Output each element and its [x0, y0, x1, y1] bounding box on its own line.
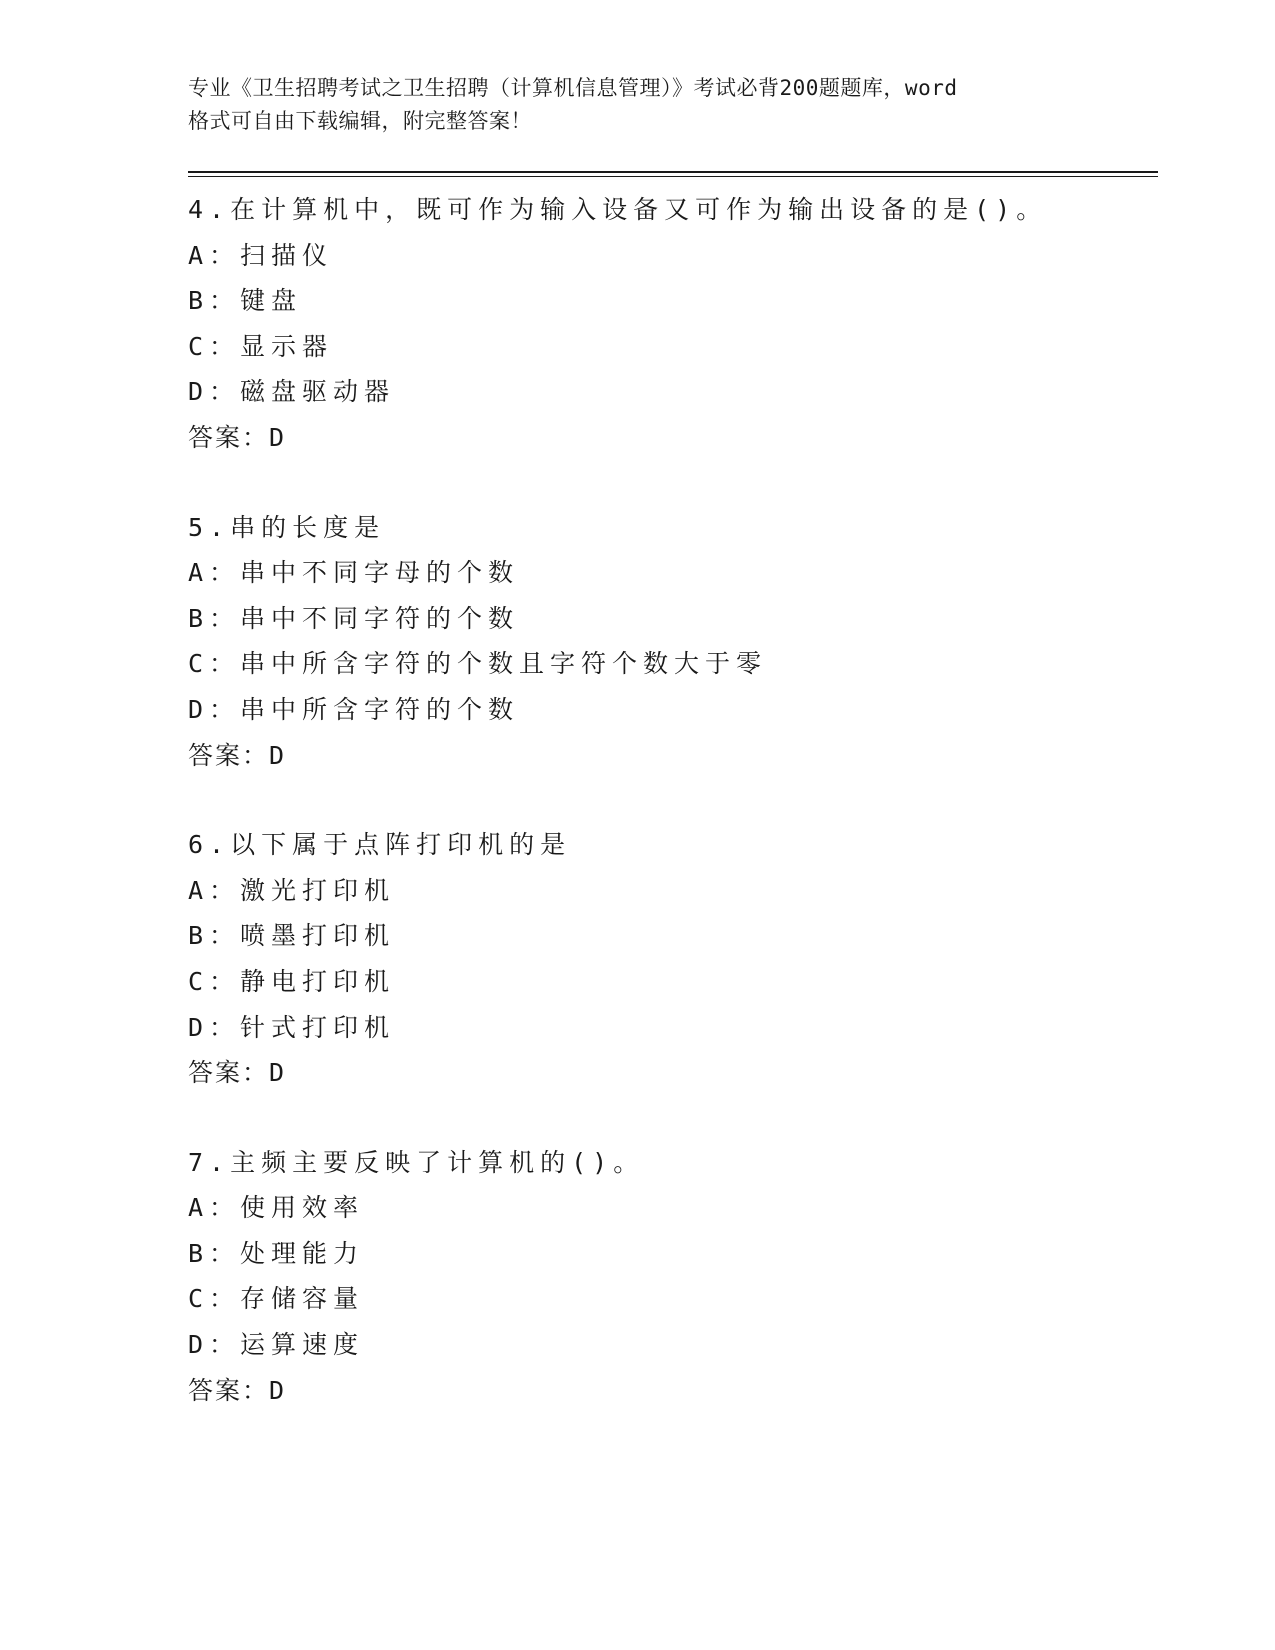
- option-a: A：串中不同字母的个数: [188, 558, 520, 588]
- option-a: A：使用效率: [188, 1193, 365, 1223]
- question-stem: 4.在计算机中，既可作为输入设备又可作为输出设备的是()。: [188, 195, 1048, 224]
- header-line-1: 专业《卫生招聘考试之卫生招聘（计算机信息管理）》考试必背200题题库，word: [188, 76, 958, 100]
- option-b: B：处理能力: [188, 1238, 365, 1268]
- answer-line: 答案：D: [188, 740, 287, 770]
- option-c: C：显示器: [188, 331, 334, 361]
- document-page: [188, 72, 1158, 1457]
- option-a: A：激光打印机: [188, 875, 396, 905]
- option-c: C：静电打印机: [188, 966, 396, 996]
- question-4: [188, 187, 1158, 461]
- option-d: D：串中所含字符的个数: [188, 694, 520, 724]
- answer-line: 答案：D: [188, 1375, 287, 1405]
- question-stem: 6.以下属于点阵打印机的是: [188, 830, 572, 860]
- answer-line: 答案：D: [188, 422, 287, 452]
- question-5: [188, 505, 1158, 779]
- question-6: [188, 822, 1158, 1096]
- document-header: [188, 72, 1158, 138]
- option-d: D：磁盘驱动器: [188, 377, 396, 407]
- question-list: [188, 187, 1158, 1413]
- question-7: [188, 1140, 1158, 1414]
- option-c: C：串中所含字符的个数且字符个数大于零: [188, 649, 768, 679]
- header-line-2: 格式可自由下载编辑，附完整答案！: [188, 109, 532, 133]
- option-b: B：串中不同字符的个数: [188, 603, 520, 633]
- question-stem: 7.主频主要反映了计算机的()。: [188, 1147, 645, 1177]
- option-d: D：针式打印机: [188, 1012, 396, 1042]
- option-a: A：扫描仪: [188, 240, 334, 270]
- option-b: B：键盘: [188, 286, 303, 316]
- option-c: C：存储容量: [188, 1284, 365, 1314]
- answer-line: 答案：D: [188, 1058, 287, 1088]
- option-d: D：运算速度: [188, 1330, 365, 1360]
- question-stem: 5.串的长度是: [188, 512, 386, 542]
- option-b: B：喷墨打印机: [188, 921, 396, 951]
- header-divider: [188, 171, 1158, 177]
